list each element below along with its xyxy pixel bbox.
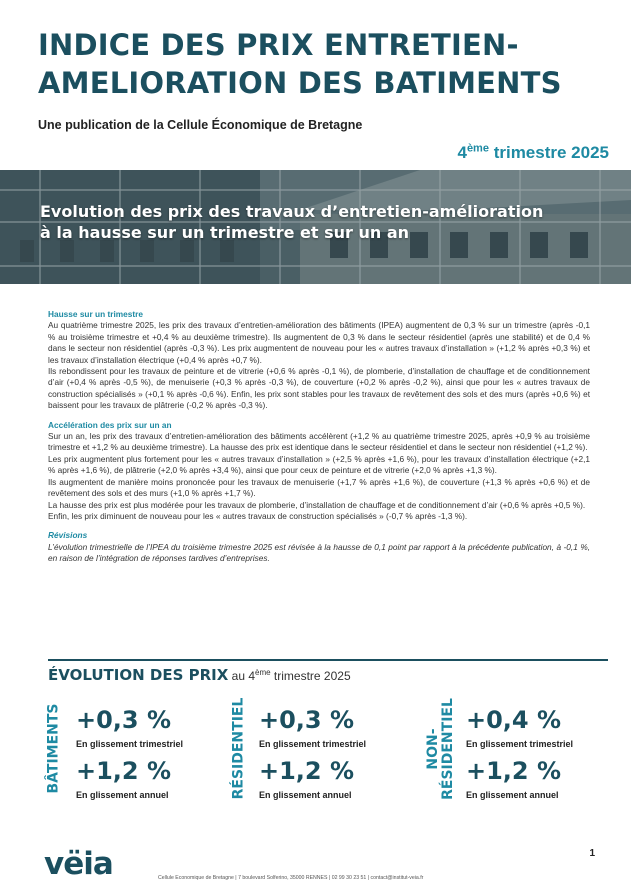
page-number: 1 <box>589 848 595 859</box>
block-label-batiments: BÂTIMENTS <box>45 703 62 794</box>
quarter-number: 4 <box>457 143 467 162</box>
annual-value: +1,2 % <box>466 757 562 785</box>
section-revisions <box>48 530 590 564</box>
block-label-residentiel: RÉSIDENTIEL <box>230 697 247 800</box>
paragraph: La hausse des prix est plus modérée pour les travaux de plomberie, d’installation de chauffage et de conditionnement d’air (+0,6 % après +0,5 %). <box>48 499 586 510</box>
veia-logo: vëia <box>44 846 113 882</box>
annual-label: En glissement annuel <box>76 790 169 800</box>
article-body <box>48 309 590 573</box>
banner-line-1: Evolution des prix des travaux d’entretien-amélioration <box>40 202 544 221</box>
section-quarterly <box>48 309 590 412</box>
paragraph: Ils rebondissent pour les travaux de peinture et de vitrerie (+0,6 % après -0,1 %), de plomberie, d’installation de chauffage et de conditionnement d’air (+0,4 % après -0,5 %), de menuiserie (+0,3 % après -0,3 %), de couverture (+0,2 % après -0,2 %), ainsi que pour les « autres travaux de construction spécialisés » (+0,1 % après -0,6 %). Enfin, les prix sont stables pour les travaux de revêtement des sols et des murs (après +0,6 %) et baissent pour les travaux de plâtrerie (-0,2 % après -0,3 %). <box>48 366 590 411</box>
footer-address: Cellule Economique de Bretagne | 7 boulevard Solferino, 35000 RENNES | 02 99 30 23 51 | contact@institut-veia.fr <box>158 875 424 881</box>
title-line-1: INDICE DES PRIX ENTRETIEN- <box>38 28 519 62</box>
divider <box>48 659 608 661</box>
quarter-label <box>457 143 609 163</box>
banner-headline <box>40 201 600 243</box>
suffix-text: trimestre 2025 <box>270 669 351 683</box>
quarterly-label: En glissement trimestriel <box>466 739 574 749</box>
banner-line-2: à la hausse sur un trimestre et sur un an <box>40 223 410 242</box>
paragraph: Ils augmentent de manière moins prononcée pour les travaux de menuiserie (+1,7 % après +1,6 %), de couverture (+1,3 % après +0,6 %) et de revêtement des sols et des murs (+1,0 % après +1,7 %). <box>48 476 590 499</box>
quarterly-value: +0,3 % <box>76 706 172 734</box>
section-heading: Hausse sur un trimestre <box>48 309 143 319</box>
publication-subtitle: Une publication de la Cellule Économique de Bretagne <box>38 118 363 132</box>
quarterly-label: En glissement trimestriel <box>76 739 184 749</box>
label-line-1: NON- <box>425 728 441 770</box>
banner <box>0 170 631 284</box>
paragraph: Sur un an, les prix des travaux d’entretien-amélioration des bâtiments accélèrent (+1,2 % au quatrième trimestre 2025, après +0,9 % au troisième trimestre et +1,2 % au deuxième trimestre). La hausse des prix est identique dans le secteur résidentiel et dans le secteur non résidentiel (+1,2 %). <box>48 431 590 453</box>
suffix-text: au 4 <box>228 669 256 683</box>
evolution-title <box>48 666 351 684</box>
document-title <box>38 26 598 102</box>
block-label-non-residentiel <box>426 694 456 804</box>
quarterly-value: +0,4 % <box>466 706 562 734</box>
quarter-superscript: ème <box>466 142 489 155</box>
paragraph: Enfin, les prix diminuent de nouveau pour les « autres travaux de construction spécialisés » (-0,7 % après -1,3 %). <box>48 510 468 521</box>
section-annual <box>48 420 590 523</box>
annual-value: +1,2 % <box>76 757 172 785</box>
paragraph: Les prix augmentent plus fortement pour les « autres travaux d’installation » (+2,5 % après +1,6 %), pour les travaux d’installation électrique (+2,1 % après +1,6 %), de plâtrerie (+2,0 % après +3,4 %), ainsi que pour ceux de peinture et de vitrerie (+2,0 % après +1,3 %). <box>48 453 590 476</box>
label-line-2: RÉSIDENTIEL <box>440 698 456 800</box>
annual-label: En glissement annuel <box>259 790 352 800</box>
annual-label: En glissement annuel <box>466 790 559 800</box>
evolution-heading: ÉVOLUTION DES PRIX <box>48 666 229 684</box>
quarter-text: trimestre 2025 <box>488 143 609 162</box>
section-heading: Accélération des prix sur un an <box>48 419 172 430</box>
suffix-superscript: ème <box>255 668 271 677</box>
evolution-suffix <box>228 669 350 683</box>
annual-value: +1,2 % <box>259 757 355 785</box>
paragraph: Au quatrième trimestre 2025, les prix des travaux d’entretien-amélioration des bâtiments (IPEA) augmentent de 0,3 % sur un trimestre (après -0,1 % au troisième trimestre et +0,4 % au deuxième trimestre). Ils augmentent de 0,3 % dans le secteur résidentiel (après une stabilité) et de 0,4 % dans le secteur non résidentiel (après -0,3 %). Les prix augmentent de nouveau pour les « autres travaux d’installation » (+1,2 % après +0,3 %) et les travaux d’installation électrique (+0,4 % après +0,7 %). <box>48 320 590 365</box>
quarterly-label: En glissement trimestriel <box>259 739 367 749</box>
section-heading: Révisions <box>48 530 88 541</box>
quarterly-value: +0,3 % <box>259 706 355 734</box>
title-line-2: AMELIORATION DES BATIMENTS <box>38 66 562 100</box>
paragraph: L’évolution trimestrielle de l’IPEA du troisième trimestre 2025 est révisée à la hausse de 0,1 point par rapport à la précédente publication, à -0,1 %, en raison de l’intégration de réponses tardives d’entreprises. <box>48 541 590 564</box>
